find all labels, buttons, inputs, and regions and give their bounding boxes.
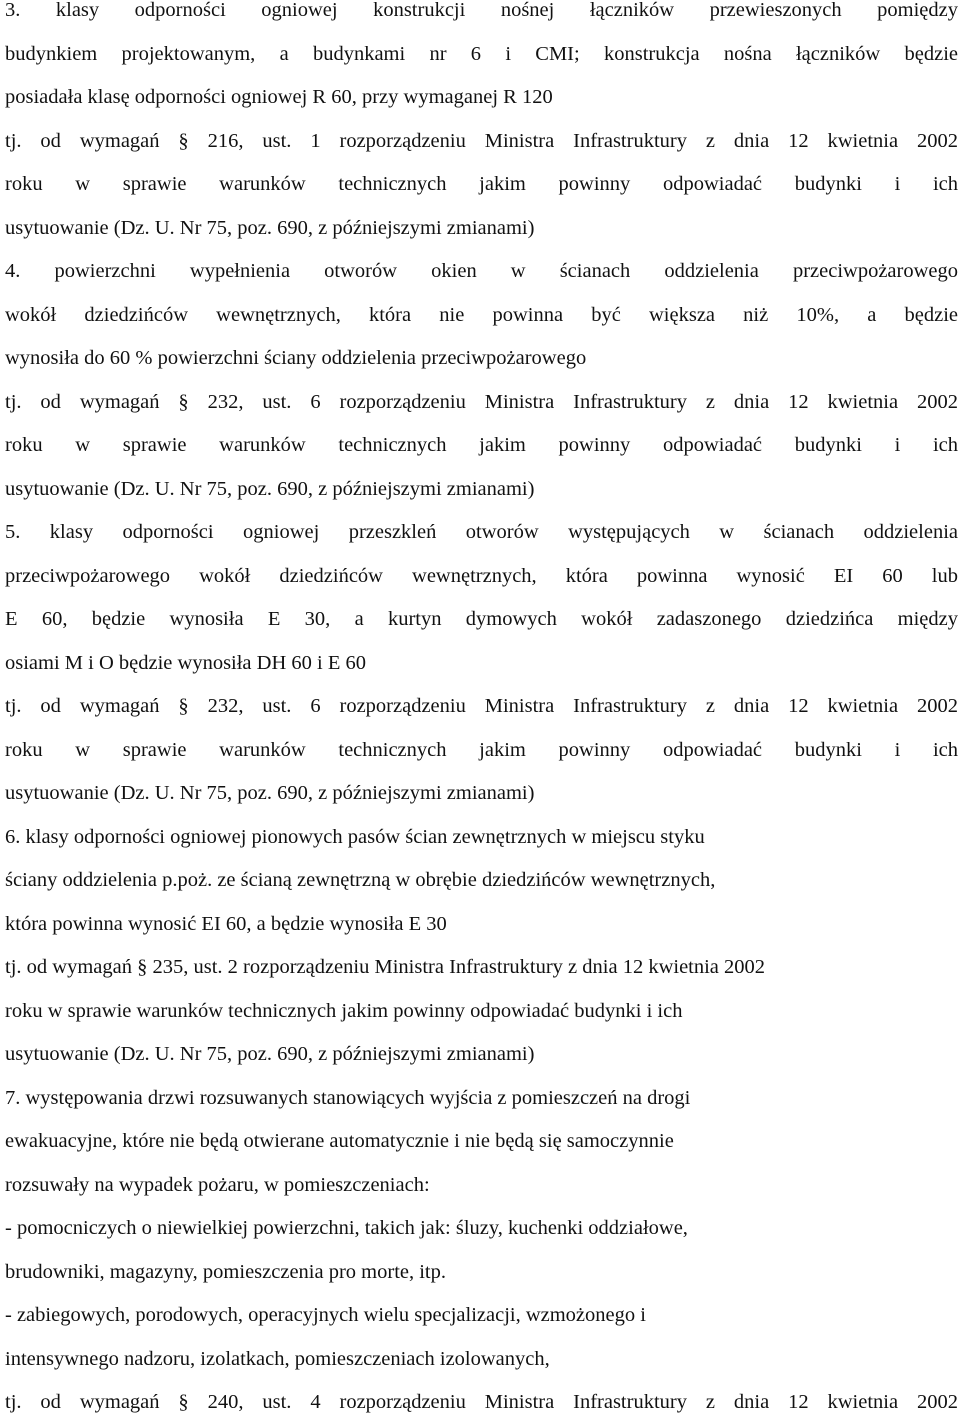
text-line: tj. od wymagań § 240, ust. 4 rozporządzeniu Ministra Infrastruktury z dnia 12 kwietnia 2002 [5,1391,958,1413]
regulation-reference-5 [5,685,958,816]
text-line: 7. występowania drzwi rozsuwanych stanowiących wyjścia z pomieszczeń na drogi [5,1086,691,1109]
text-line: roku w sprawie warunków technicznych jakim powinny odpowiadać budynki i ich [5,738,958,761]
regulation-reference-3 [5,120,958,251]
text-line: brudowniki, magazyny, pomieszczenia pro morte, itp. [5,1260,447,1283]
text-line: usytuowanie (Dz. U. Nr 75, poz. 690, z późniejszymi zmianami) [5,782,535,804]
paragraph-7 [5,1077,958,1382]
text-line: 4. powierzchni wypełnienia otworów okien w ścianach oddzielenia przeciwpożarowego [5,260,958,282]
text-line: tj. od wymagań § 232, ust. 6 rozporządzeniu Ministra Infrastruktury z dnia 12 kwietnia 2002 [5,695,958,717]
text-line: ewakuacyjne, które nie będą otwierane automatycznie i nie będą się samoczynnie [5,1130,674,1152]
paragraph-3 [5,0,958,120]
text-line: osiami M i O będzie wynosiła DH 60 i E 60 [5,651,366,674]
text-line: roku w sprawie warunków technicznych jakim powinny odpowiadać budynki i ich [5,434,958,456]
text-line: - pomocniczych o niewielkiej powierzchni, takich jak: śluzy, kuchenki oddziałowe, [5,1217,688,1239]
text-line: rozsuwały na wypadek pożaru, w pomieszczeniach: [5,1173,430,1196]
text-line: usytuowanie (Dz. U. Nr 75, poz. 690, z późniejszymi zmianami) [5,1043,535,1065]
text-line: budynkiem projektowanym, a budynkami nr 6 i CMI; konstrukcja nośna łączników będzie [5,42,958,65]
text-line: 5. klasy odporności ogniowej przeszkleń otworów występujących w ścianach oddzielenia [5,521,958,543]
text-line: wokół dziedzińców wewnętrznych, która nie powinna być większa niż 10%, a będzie [5,303,958,326]
text-line: 6. klasy odporności ogniowej pionowych pasów ścian zewnętrznych w miejscu styku [5,825,705,848]
text-line: - zabiegowych, porodowych, operacyjnych wielu specjalizacji, wzmożonego i [5,1304,646,1326]
regulation-reference-6 [5,946,958,1077]
text-line: tj. od wymagań § 216, ust. 1 rozporządzeniu Ministra Infrastruktury z dnia 12 kwietnia 2002 [5,129,958,152]
text-line: intensywnego nadzoru, izolatkach, pomieszczeniach izolowanych, [5,1347,550,1370]
text-line: ściany oddzielenia p.poż. ze ścianą zewnętrzną w obrębie dziedzińców wewnętrznych, [5,869,716,891]
text-line: wynosiła do 60 % powierzchni ściany oddzielenia przeciwpożarowego [5,347,587,369]
text-line: tj. od wymagań § 235, ust. 2 rozporządzeniu Ministra Infrastruktury z dnia 12 kwietnia 2002 [5,956,766,978]
text-line: 3. klasy odporności ogniowej konstrukcji nośnej łączników przewieszonych pomiędzy [5,0,958,21]
regulation-reference-4 [5,381,958,512]
text-line: usytuowanie (Dz. U. Nr 75, poz. 690, z późniejszymi zmianami) [5,216,535,239]
text-line: tj. od wymagań § 232, ust. 6 rozporządzeniu Ministra Infrastruktury z dnia 12 kwietnia 2002 [5,390,958,413]
text-line: E 60, będzie wynosiła E 30, a kurtyn dymowych wokół zadaszonego dziedzińca między [5,608,958,630]
text-line: usytuowanie (Dz. U. Nr 75, poz. 690, z późniejszymi zmianami) [5,477,535,500]
paragraph-4 [5,250,958,381]
text-line: roku w sprawie warunków technicznych jakim powinny odpowiadać budynki i ich [5,173,958,195]
paragraph-6 [5,816,958,947]
text-line: posiadała klasę odporności ogniowej R 60, przy wymaganej R 120 [5,86,553,108]
text-line: która powinna wynosić EI 60, a będzie wynosiła E 30 [5,912,447,935]
text-line: roku w sprawie warunków technicznych jakim powinny odpowiadać budynki i ich [5,999,683,1022]
paragraph-5 [5,511,958,685]
regulation-reference-7 [5,1381,958,1425]
text-line: przeciwpożarowego wokół dziedzińców wewnętrznych, która powinna wynosić EI 60 lub [5,564,958,587]
